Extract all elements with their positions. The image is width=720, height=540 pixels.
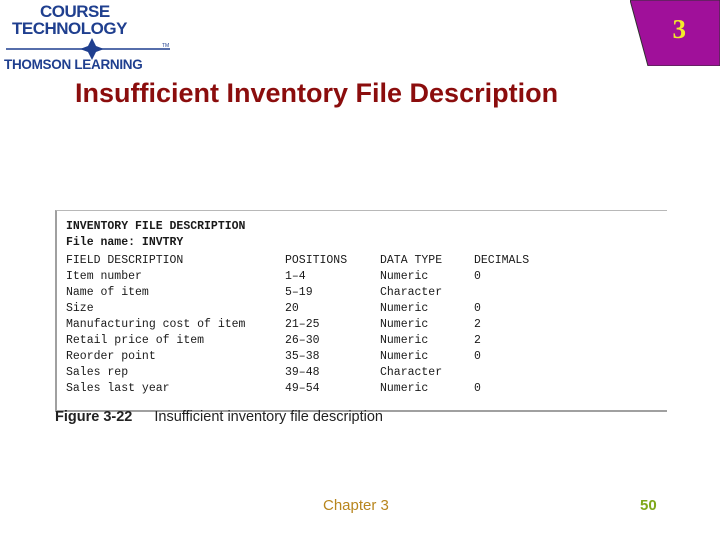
table-row (66, 300, 554, 316)
cell-field: Sales rep (66, 365, 129, 379)
cell-data-type: Numeric (380, 381, 429, 395)
cell-positions: 20 (285, 301, 299, 315)
cell-field: Size (66, 301, 94, 315)
column-header-positions: POSITIONS (285, 253, 348, 267)
cell-field: Sales last year (66, 381, 170, 395)
cell-positions: 35–38 (285, 349, 320, 363)
footer-page-number: 50 (640, 497, 657, 514)
cell-positions: 26–30 (285, 333, 320, 347)
chapter-corner-number: 3 (672, 14, 686, 44)
cell-decimals: 0 (474, 269, 481, 283)
cell-decimals: 0 (474, 381, 481, 395)
table-row (66, 268, 554, 284)
cell-data-type: Character (380, 365, 443, 379)
cell-positions: 49–54 (285, 381, 320, 395)
file-name-heading: File name: INVTRY (66, 236, 184, 249)
table-row (66, 348, 554, 364)
cell-positions: 39–48 (285, 365, 320, 379)
cell-decimals: 0 (474, 349, 481, 363)
table-row (66, 316, 554, 332)
table-row (66, 284, 554, 300)
cell-decimals (474, 284, 554, 300)
cell-positions: 21–25 (285, 317, 320, 331)
file-description-table (66, 252, 554, 396)
slide-title: Insufficient Inventory File Description (75, 78, 559, 108)
cell-field: Item number (66, 269, 142, 283)
cell-data-type: Numeric (380, 333, 429, 347)
table-header-row (66, 252, 554, 268)
cell-decimals: 2 (474, 333, 481, 347)
cell-data-type: Numeric (380, 269, 429, 283)
cell-data-type: Numeric (380, 301, 429, 315)
cell-data-type: Numeric (380, 349, 429, 363)
cell-decimals: 2 (474, 317, 481, 331)
table-row (66, 332, 554, 348)
course-technology-logo (2, 2, 182, 78)
footer-chapter: Chapter 3 (323, 497, 389, 514)
svg-text:TM: TM (162, 43, 170, 49)
cell-positions: 1–4 (285, 269, 306, 283)
cell-field: Reorder point (66, 349, 156, 363)
column-header-decimals: DECIMALS (474, 253, 530, 267)
figure-caption-label: Figure 3-22 (55, 409, 133, 425)
cell-decimals (474, 364, 554, 380)
logo-line-thomson: THOMSON LEARNING (4, 57, 143, 72)
figure-caption-text: Insufficient inventory file description (154, 409, 383, 425)
logo-line-technology: TECHNOLOGY (12, 19, 127, 38)
logo-line-course: COURSE (40, 2, 110, 21)
figure-caption (55, 409, 383, 425)
cell-field: Retail price of item (66, 333, 205, 347)
table-row (66, 364, 554, 380)
column-header-field: FIELD DESCRIPTION (66, 253, 184, 267)
figure-heading: INVENTORY FILE DESCRIPTION (66, 220, 246, 233)
cell-data-type: Numeric (380, 317, 429, 331)
cell-data-type: Character (380, 285, 443, 299)
cell-positions: 5–19 (285, 285, 313, 299)
cell-field: Name of item (66, 285, 149, 299)
column-header-data-type: DATA TYPE (380, 253, 443, 267)
table-row (66, 380, 554, 396)
cell-decimals: 0 (474, 301, 481, 315)
cell-field: Manufacturing cost of item (66, 317, 246, 331)
inventory-figure (55, 210, 667, 412)
